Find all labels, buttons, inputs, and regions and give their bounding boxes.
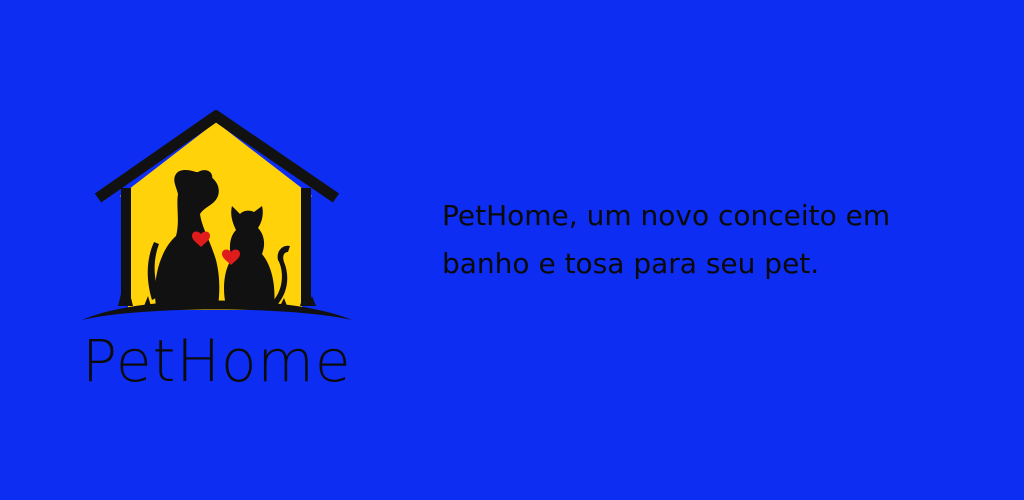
brand-name: PetHome [82,327,352,395]
tagline-line-1: PetHome, um novo conceito em [442,199,891,232]
pethome-logo [80,110,360,410]
pet-house-logo-icon [80,110,360,330]
tagline-line-2: banho e tosa para seu pet. [442,247,820,280]
tagline [442,192,1002,288]
